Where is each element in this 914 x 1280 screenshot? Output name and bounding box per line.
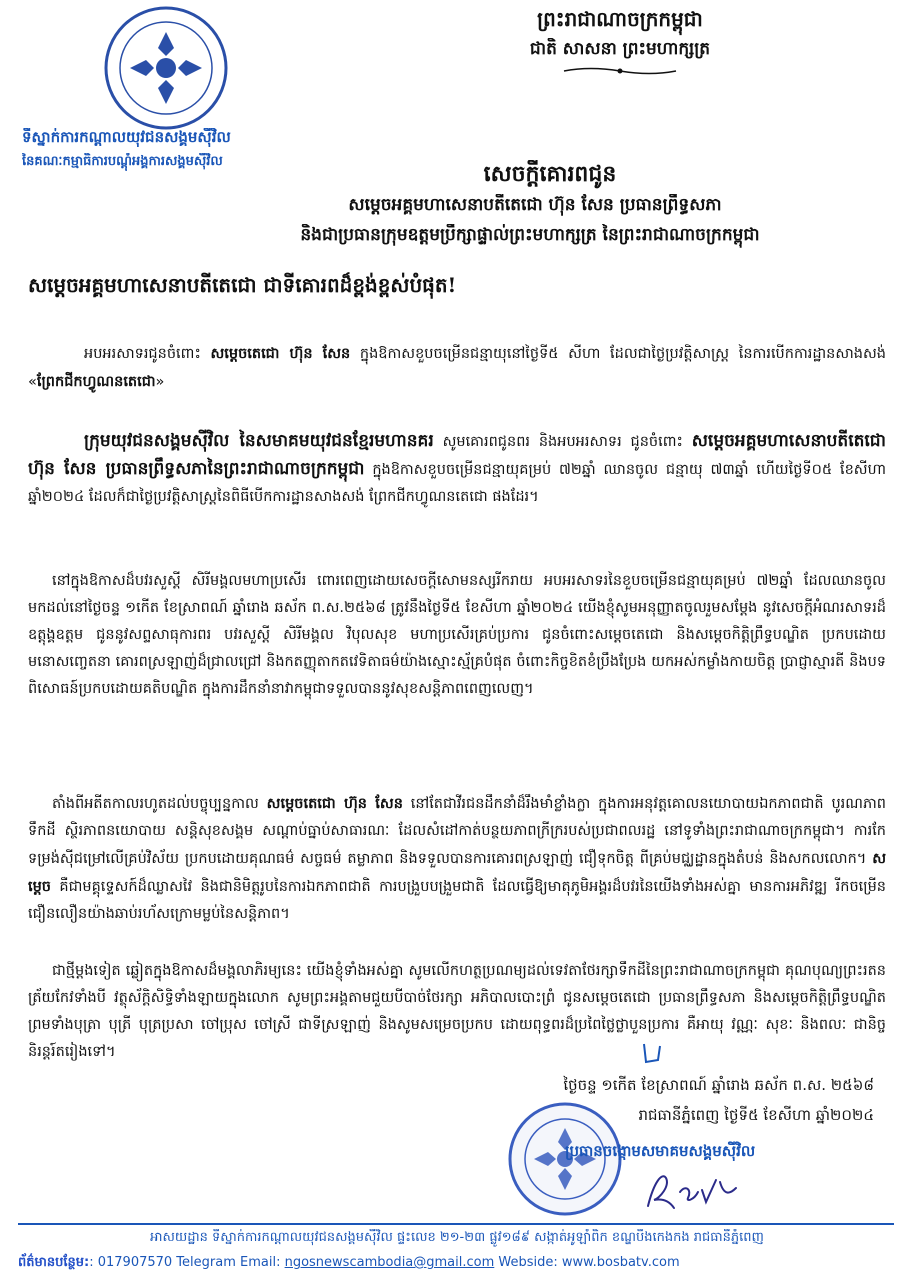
paragraph-4: [28, 790, 886, 952]
paragraph-4-title: សម្តេច: [28, 850, 886, 895]
letter-subtitle-1: សម្តេចអគ្គមហាសេនាបតីតេជោ ហ៊ុន សែន ប្រធានព្រឹទ្ធសភា: [348, 195, 722, 215]
paragraph-1-text-2: ក្នុងឱកាសខួបចម្រើនជន្មាយុនៅថ្ងៃទី៥ សីហា ដែលជាថ្ងៃប្រវត្តិសាស្ត្រ នៃការបើកការដ្ឋានសាងសង់ «: [28, 346, 886, 390]
letter-title: សេចក្តីគោរពជូន: [483, 161, 617, 187]
paragraph-5: ជាថ្មីម្តងទៀត ឆ្លៀតក្នុងឱកាសដ៏មង្គលាភិរម្យនេះ យើងខ្ញុំទាំងអស់គ្នា សូមលើកហត្ថប្រណម្យដល់ទេវតាថែរក្សាទឹកដីនៃព្រះរាជាណាចក្រកម្ពុជា គុណបុណ្យព្រះរតនត្រ័យកែវទាំងបី វត្ថុស័ក្តិសិទ្ធិទាំងឡាយក្នុងលោក សូមព្រះអង្គតាមជួយបីបាច់ថែរក្សា អភិបាលបោះព្រំ ជូនសម្តេចតេជោ ប្រធានព្រឹទ្ធសភា និងសម្តេចកិត្តិព្រឹទ្ធបណ្ឌិត ព្រមទាំងបុត្រា បុត្រី បុត្រប្រសា ចៅប្រុស ចៅស្រី ជាទីស្រឡាញ់ និងសូមសម្រេចប្រកប ដោយពុទ្ធពរដ៏ប្រពៃថ្លៃថ្លាបួនប្រការ គឺអាយុ វណ្ណៈ សុខៈ និងពលៈ ជានិច្ចនិរន្តរ៍តរៀងទៅ។: [28, 963, 886, 1060]
ornament-divider: [560, 64, 680, 78]
paragraph-1-name: សម្តេចតេជោ ហ៊ុន សែន: [210, 345, 351, 362]
paragraph-3: នៅក្នុងឱកាសដ៏បវរសួស្តី សិរីមង្គលមហាប្រសើរ ពោរពេញដោយសេចក្តីសោមនស្សរីករាយ អបអរសាទរនៃខួបចម្រើនជន្មាយុគម្រប់ ៧២ឆ្នាំ ដែលឈានចូលមកដល់នៅថ្ងៃចន្ទ ១កើត ខែស្រាពណ៍ ឆ្នាំរោង ឆស័ក ព.ស.២៥៦៨ ត្រូវនឹងថ្ងៃទី៥ ខែសីហា ឆ្នាំ២០២៤ យើងខ្ញុំសូមអនុញ្ញាតចូលរួមសម្តែង នូវសេចក្តីអំណរសាទរដ៏ឧត្តុង្គឧត្តម ជូននូវសព្ទសាធុការពរ បវរសួស្តី សិរីមង្គល វិបុលសុខ មហាប្រសើរគ្រប់ប្រការ ជូនចំពោះសម្តេចតេជោ និងសម្តេចកិត្តិព្រឹទ្ធបណ្ឌិត ប្រកបដោយមនោសញ្ចេតនា គោរពស្រឡាញ់ដ៏ជ្រាលជ្រៅ និងកតញ្ញុតាកតវេទិតាធម៌យ៉ាងស្មោះស្ម័គ្របំផុត ចំពោះកិច្ចខិតខំប្រឹងប្រែង យកអស់កម្លាំងកាយចិត្ត ប្រាជ្ញាស្មារតី និងបទពិសោធន៍ប្រកបដោយគតិបណ្ឌិត ក្នុងការដឹកនាំនាវាកម្ពុជាទទួលបាននូវសុខសន្តិភាពពេញលេញ។: [28, 573, 886, 697]
footer-contact: [18, 1254, 680, 1273]
contact-website[interactable]: Webside: www.bosbatv.com: [494, 1255, 680, 1270]
contact-label: ព័ត៌មានបន្ថែម:: [18, 1255, 90, 1270]
paragraph-2-text: សូមគោរពជូនពរ និងអបអរសាទរ ជូនចំពោះ: [433, 434, 692, 450]
footer-divider: [18, 1223, 894, 1225]
organization-logo: [102, 4, 230, 132]
paragraph-4-text-2: នៅតែជាវីរជនដឹកនាំដ៏រឹងមាំខ្លាំងក្លា ក្នុងការអនុវត្តគោលនយោបាយឯកភាពជាតិ បូរណភាពទឹកដី ស្ថិរភាពនយោបាយ សន្តិសុខសង្គម សណ្តាប់ធ្នាប់សាធារណៈ ដែលសំដៅកាត់បន្ថយភាពក្រីក្ររបស់ប្រជាពលរដ្ឋ នៅទូទាំងព្រះរាជាណាចក្រកម្ពុជា។ ការកែទម្រង់ស៊ីជម្រៅលើគ្រប់វិស័យ ប្រកបដោយគុណធម៌ សច្ចធម៌ តម្លាភាព និងទទួលបានការគោរពស្រឡាញ់ ជឿទុកចិត្ត ពីគ្រប់មជ្ឈដ្ឋានក្នុងតំបន់ និងសកលលោក។: [28, 796, 886, 867]
paragraph-2: [28, 428, 886, 578]
date-lunar: ថ្ងៃចន្ទ ១កើត ខែស្រាពណ៍ ឆ្នាំរោង ឆស័ក ព.ស. ២៥៦៨: [563, 1076, 874, 1094]
organization-name: ទីស្នាក់ការកណ្តាលយុវជនសង្គមស៊ីវិល: [22, 128, 231, 146]
paragraph-2-org: ក្រុមយុវជនសង្គមស៊ីវិល នៃសមាគមយុវជនខ្មែរមហានគរ: [84, 431, 434, 451]
signatory-title: ប្រធានចង្កោមសមាគមសង្គមស៊ីវិល: [565, 1142, 756, 1160]
paragraph-4-text-3: គឺជាមគ្គុទ្ទេសក៍ដ៏ឈ្លាសវៃ និងជានិមិត្តរូបនៃការឯកភាពជាតិ ការបង្រួបបង្រួមជាតិ ដែលធ្វើឱ្យមាតុភូមិអង្គរដ៏បវរនៃយើងទាំងអស់គ្នា មានការអភិវឌ្ឍ រីកចម្រើន ជឿនលឿនយ៉ាងឆាប់រហ័សក្រោមម្លប់នៃសន្តិភាព។: [28, 879, 886, 922]
contact-email-link[interactable]: ngosnewscambodia@gmail.com: [284, 1255, 495, 1270]
handwritten-signature: [640, 1162, 740, 1218]
contact-phone: : 017907570 Telegram Email:: [89, 1255, 285, 1270]
paragraph-2-text-2: ក្នុងឱកាសខួបចម្រើនជន្មាយុគម្រប់ ៧២ឆ្នាំ ឈានចូល ជន្មាយុ ៧៣ឆ្នាំ ហើយថ្ងៃទី០៥ ខែសីហា ឆ្នាំ២០២៤ ដែលក៏ជាថ្ងៃប្រវត្តិសាស្ត្រនៃពិធីបើកការដ្ឋានសាងសង់ ព្រែកជីកហ្វូណនតេជោ ផងដែរ។: [28, 462, 886, 505]
footer-address: អាសយដ្ឋាន ទីស្នាក់ការកណ្តាលយុវជនសង្គមស៊ីវិល ផ្ទះលេខ ២១-២៣ ផ្លូវ១៨៩ សង្កាត់អូឡាំពិក ខណ្ឌបឹងកេងកង រាជធានីភ្នំពេញ: [150, 1230, 764, 1245]
initial-mark: [640, 1042, 664, 1068]
paragraph-2-name: សម្តេចអគ្គមហាសេនាបតីតេជោ ហ៊ុន សែន ប្រធានព្រឹទ្ធសភានៃព្រះរាជាណាចក្រកម្ពុជា: [28, 431, 886, 479]
paragraph-1-canal-name: ព្រែកជីកហ្វូណនតេជោ: [36, 373, 156, 390]
paragraph-1-text-3: »: [155, 374, 165, 390]
organization-subname: នៃគណៈកម្មាធិការបណ្តុំអង្គការសង្គមស៊ីវិល: [22, 154, 223, 169]
paragraph-4-text: តាំងពីអតីតកាលរហូតដល់បច្ចុប្បន្នកាល: [52, 796, 267, 812]
paragraph-4-name: សម្តេចតេជោ ហ៊ុន សែន: [266, 795, 403, 812]
salutation: សម្តេចអគ្គមហាសេនាបតីតេជោ ជាទីគោរពដ៏ខ្ពង់ខ្ពស់បំផុត!: [28, 273, 457, 297]
paragraph-1-text: អបអរសាទរជូនចំពោះ: [84, 346, 211, 362]
national-motto: ជាតិ សាសនា ព្រះមហាក្សត្រ: [529, 39, 711, 59]
paragraph-1: [28, 340, 886, 400]
date-solar: រាជធានីភ្នំពេញ ថ្ងៃទី៥ ខែសីហា ឆ្នាំ២០២៤: [638, 1106, 874, 1124]
letter-subtitle-2: និងជាប្រធានក្រុមឧត្តមប្រឹក្សាផ្ទាល់ព្រះមហាក្សត្រ នៃព្រះរាជាណាចក្រកម្ពុជា: [300, 225, 760, 245]
kingdom-heading: ព្រះរាជាណាចក្រកម្ពុជា: [537, 7, 703, 31]
